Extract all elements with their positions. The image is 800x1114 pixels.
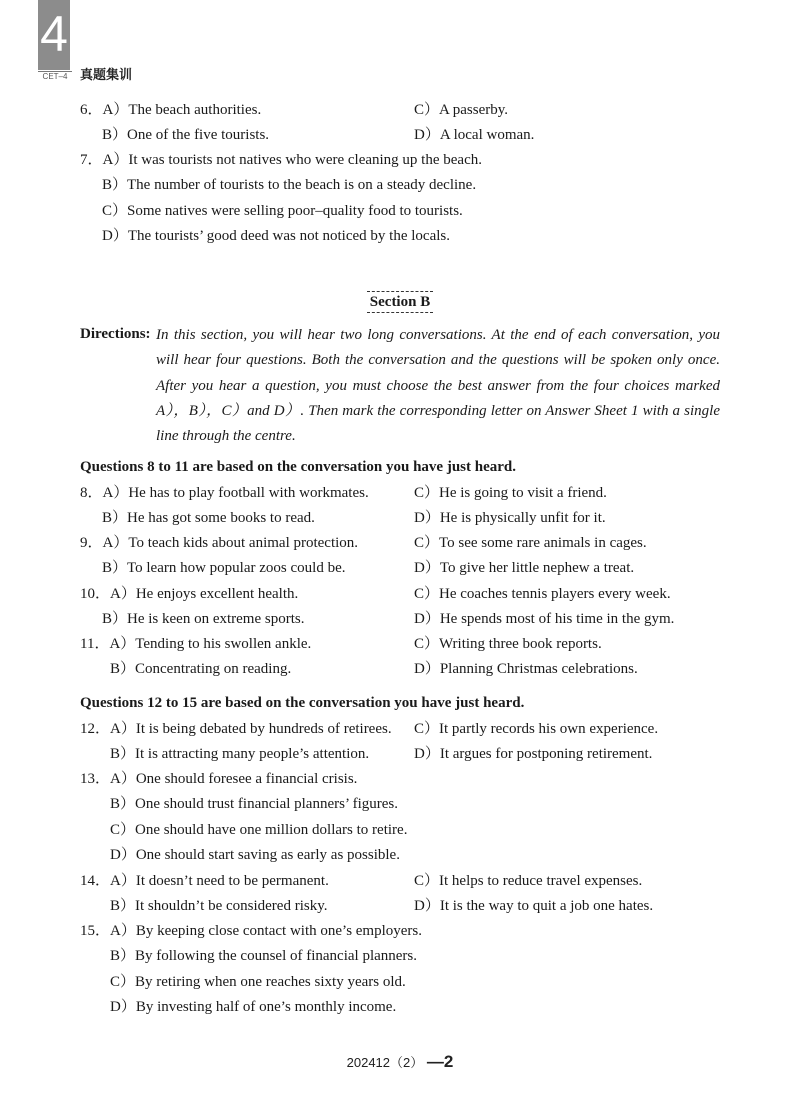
- q12-option-a: 12．A）It is being debated by hundreds of retirees.: [80, 721, 392, 737]
- group1-heading: Questions 8 to 11 are based on the conversation you have just heard.: [80, 459, 516, 475]
- directions-label: Directions:: [80, 326, 151, 342]
- q6-option-c: C）A passerby.: [414, 102, 509, 118]
- q6-option-a: 6．A）The beach authorities.: [80, 102, 262, 118]
- q10-option-a: 10．A）He enjoys excellent health.: [80, 586, 299, 602]
- footer-code: 202412（2）: [346, 1055, 424, 1070]
- badge-number: 4: [40, 6, 68, 62]
- q13-option-d: D）One should start saving as early as possible.: [110, 847, 400, 863]
- q9-option-b: B）To learn how popular zoos could be.: [102, 560, 346, 576]
- group2-heading: Questions 12 to 15 are based on the conversation you have just heard.: [80, 695, 525, 711]
- q11-option-a: 11．A）Tending to his swollen ankle.: [80, 636, 312, 652]
- q10-option-d: D）He spends most of his time in the gym.: [414, 611, 675, 627]
- q15-option-c: C）By retiring when one reaches sixty years old.: [110, 974, 406, 990]
- q15-option-b: B）By following the counsel of financial planners.: [110, 948, 418, 964]
- directions-text: In this section, you will hear two long conversations. At the end of each conversation, you will hear four questions. Both the conversation and the questions will be spoken only once. After you hear a question, you must choose the best answer from the four choices marked A），B），C）and D）. Then mark the corresponding letter on Answer Sheet 1 with a single line through the centre.: [156, 327, 720, 445]
- q15-option-a: 15．A）By keeping close contact with one’s employers.: [80, 923, 423, 939]
- q7-option-c: C）Some natives were selling poor–quality food to tourists.: [102, 203, 463, 219]
- q10-option-b: B）He is keen on extreme sports.: [102, 611, 305, 627]
- badge-code: CET–4: [38, 71, 72, 81]
- q9-option-a: 9．A）To teach kids about animal protection.: [80, 535, 359, 551]
- page-number: —2: [426, 1052, 454, 1071]
- q9-option-d: D）To give her little nephew a treat.: [414, 560, 635, 576]
- q13-option-c: C）One should have one million dollars to retire.: [110, 822, 408, 838]
- q8-option-d: D）He is physically unfit for it.: [414, 510, 606, 526]
- q7-option-b: B）The number of tourists to the beach is on a steady decline.: [102, 177, 477, 193]
- q8-option-a: 8．A）He has to play football with workmates.: [80, 485, 369, 501]
- q6-option-b: B）One of the five tourists.: [102, 127, 270, 143]
- q14-option-d: D）It is the way to quit a job one hates.: [414, 898, 654, 914]
- q11-option-b: B）Concentrating on reading.: [110, 661, 292, 677]
- q10-option-c: C）He coaches tennis players every week.: [414, 586, 671, 602]
- q6-option-d: D）A local woman.: [414, 127, 535, 143]
- q13-option-b: B）One should trust financial planners’ figures.: [110, 796, 398, 812]
- q14-option-a: 14．A）It doesn’t need to be permanent.: [80, 873, 329, 889]
- q11-option-c: C）Writing three book reports.: [414, 636, 602, 652]
- q12-option-c: C）It partly records his own experience.: [414, 721, 659, 737]
- cet4-badge: [38, 0, 70, 70]
- q12-option-d: D）It argues for postponing retirement.: [414, 746, 653, 762]
- header-title: 真题集训: [80, 68, 133, 83]
- q7-option-d: D）The tourists’ good deed was not noticed by the locals.: [102, 228, 450, 244]
- page-footer: [0, 1052, 800, 1072]
- q8-option-c: C）He is going to visit a friend.: [414, 485, 607, 501]
- q14-option-c: C）It helps to reduce travel expenses.: [414, 873, 643, 889]
- section-title: [0, 291, 800, 313]
- section-b-label: Section B: [367, 291, 433, 313]
- q7-option-a: 7．A）It was tourists not natives who were cleaning up the beach.: [80, 152, 482, 168]
- q8-option-b: B）He has got some books to read.: [102, 510, 315, 526]
- q13-option-a: 13．A）One should foresee a financial crisis.: [80, 771, 358, 787]
- q12-option-b: B）It is attracting many people’s attention.: [110, 746, 370, 762]
- q11-option-d: D）Planning Christmas celebrations.: [414, 661, 638, 677]
- q14-option-b: B）It shouldn’t be considered risky.: [110, 898, 328, 914]
- q15-option-d: D）By investing half of one’s monthly income.: [110, 999, 397, 1015]
- q9-option-c: C）To see some rare animals in cages.: [414, 535, 647, 551]
